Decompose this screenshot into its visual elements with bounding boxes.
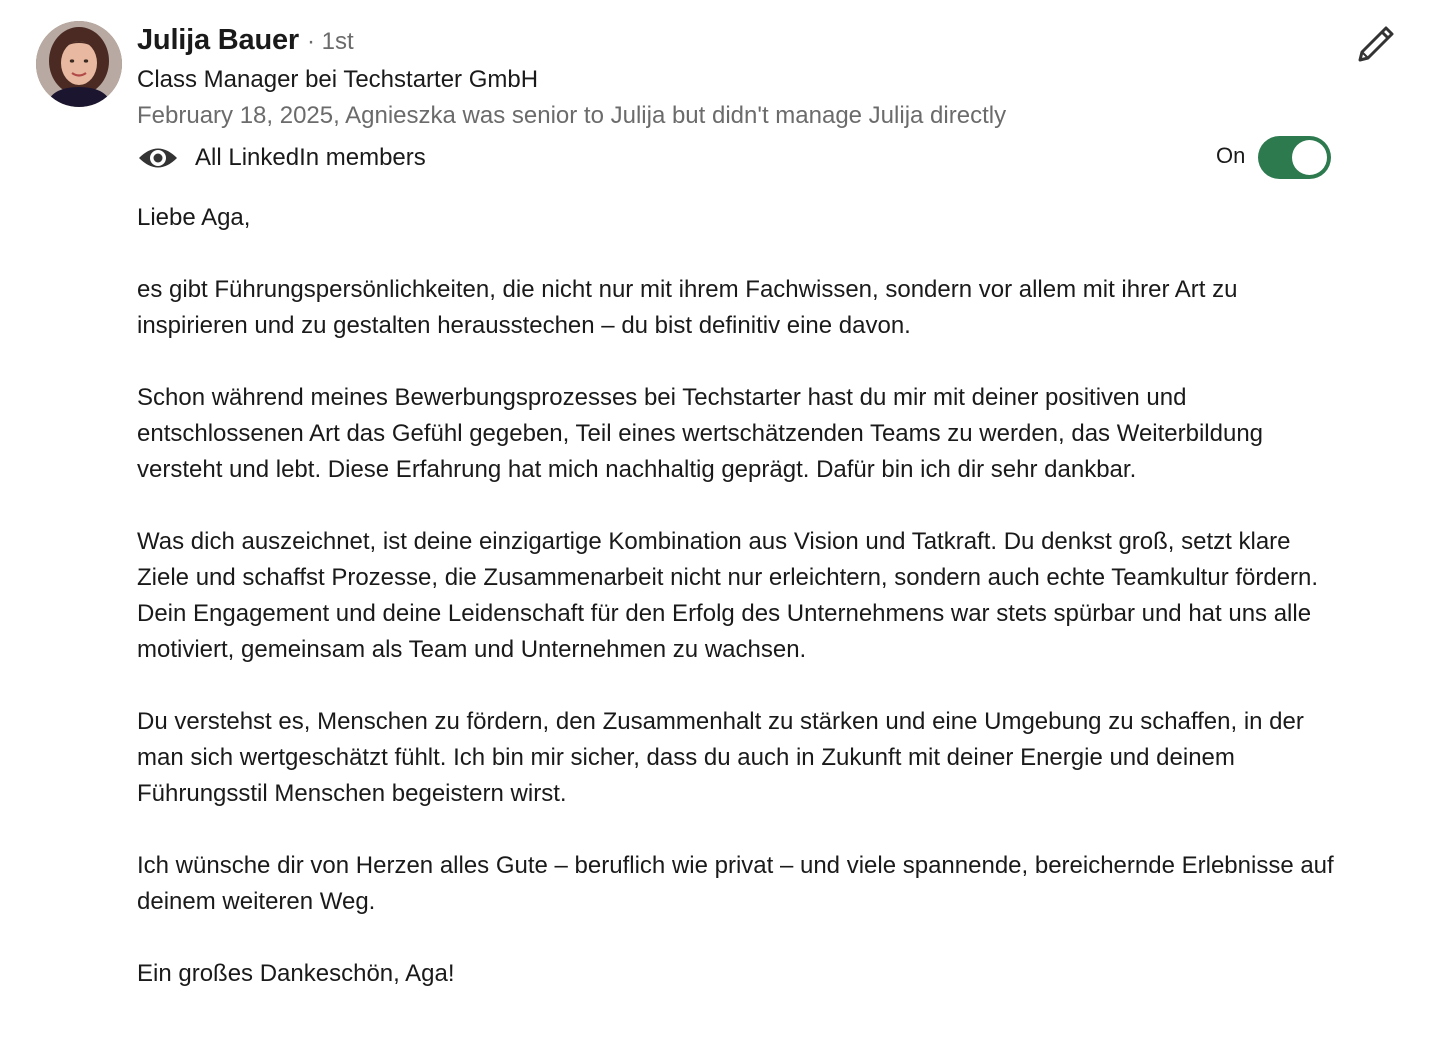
recommender-name[interactable]: Julija Bauer [137, 24, 299, 56]
recommendation-paragraph: Ein großes Dankeschön, Aga! [137, 960, 455, 987]
eye-icon [137, 143, 179, 173]
recommendation-paragraph: Was dich auszeichnet, ist deine einzigartige Kombination aus Vision und Tatkraft. Du denkst groß, setzt klare Ziele und schaffst Prozesse, die Zusammenarbeit nicht nur erleichtern, sondern auch echte Teamkultur fördern. Dein Engagement und deine Leidenschaft für den Erfolg des Unternehmens war stets spürbar und hat uns alle motiviert, gemeinsam als Team und Unternehmen zu wachsen. [137, 528, 1319, 663]
connection-degree: · 1st [307, 28, 354, 55]
recommendation-paragraph: Ich wünsche dir von Herzen alles Gute – beruflich wie privat – und viele spannende, bereichernde Erlebnisse auf deinem weiteren Weg. [137, 852, 1334, 915]
toggle-knob [1292, 140, 1327, 175]
recommendation-paragraph: Schon während meines Bewerbungsprozesses bei Techstarter hast du mir mit deiner positiven und entschlossenen Art das Gefühl gegeben, Teil eines wertschätzenden Teams zu werden, das Weiterbildung versteht und lebt. Diese Erfahrung hat mich nachhaltig geprägt. Dafür bin ich dir sehr dankbar. [137, 384, 1264, 483]
recommendation-text [137, 200, 1337, 992]
recommender-name-row [137, 24, 354, 62]
recommendation-paragraph: Du verstehst es, Menschen zu fördern, den Zusammenhalt zu stärken und eine Umgebung zu schaffen, in der man sich wertgeschätzt fühlt. Ich bin mir sicher, dass du auch in Zukunft mit deiner Energie und deinem Führungsstil Menschen begeistern wirst. [137, 708, 1304, 807]
profile-photo [36, 21, 122, 107]
recommendation-paragraph: Liebe Aga, [137, 204, 251, 231]
visibility-toggle[interactable] [1258, 136, 1331, 179]
visibility-setting [137, 140, 426, 176]
avatar[interactable] [36, 21, 122, 107]
recommendation-relation: February 18, 2025, Agnieszka was senior to Julija but didn't manage Julija directly [137, 102, 1007, 129]
pencil-icon [1356, 24, 1396, 64]
edit-button[interactable] [1352, 20, 1400, 68]
recommendation-paragraph: es gibt Führungspersönlichkeiten, die nicht nur mit ihrem Fachwissen, sondern vor allem mit ihrer Art zu inspirieren und zu gestalten herausstechen – du bist definitiv eine davon. [137, 276, 1238, 339]
recommender-headline: Class Manager bei Techstarter GmbH [137, 66, 539, 93]
visibility-label: All LinkedIn members [195, 144, 426, 171]
toggle-state-label: On [1216, 143, 1246, 168]
